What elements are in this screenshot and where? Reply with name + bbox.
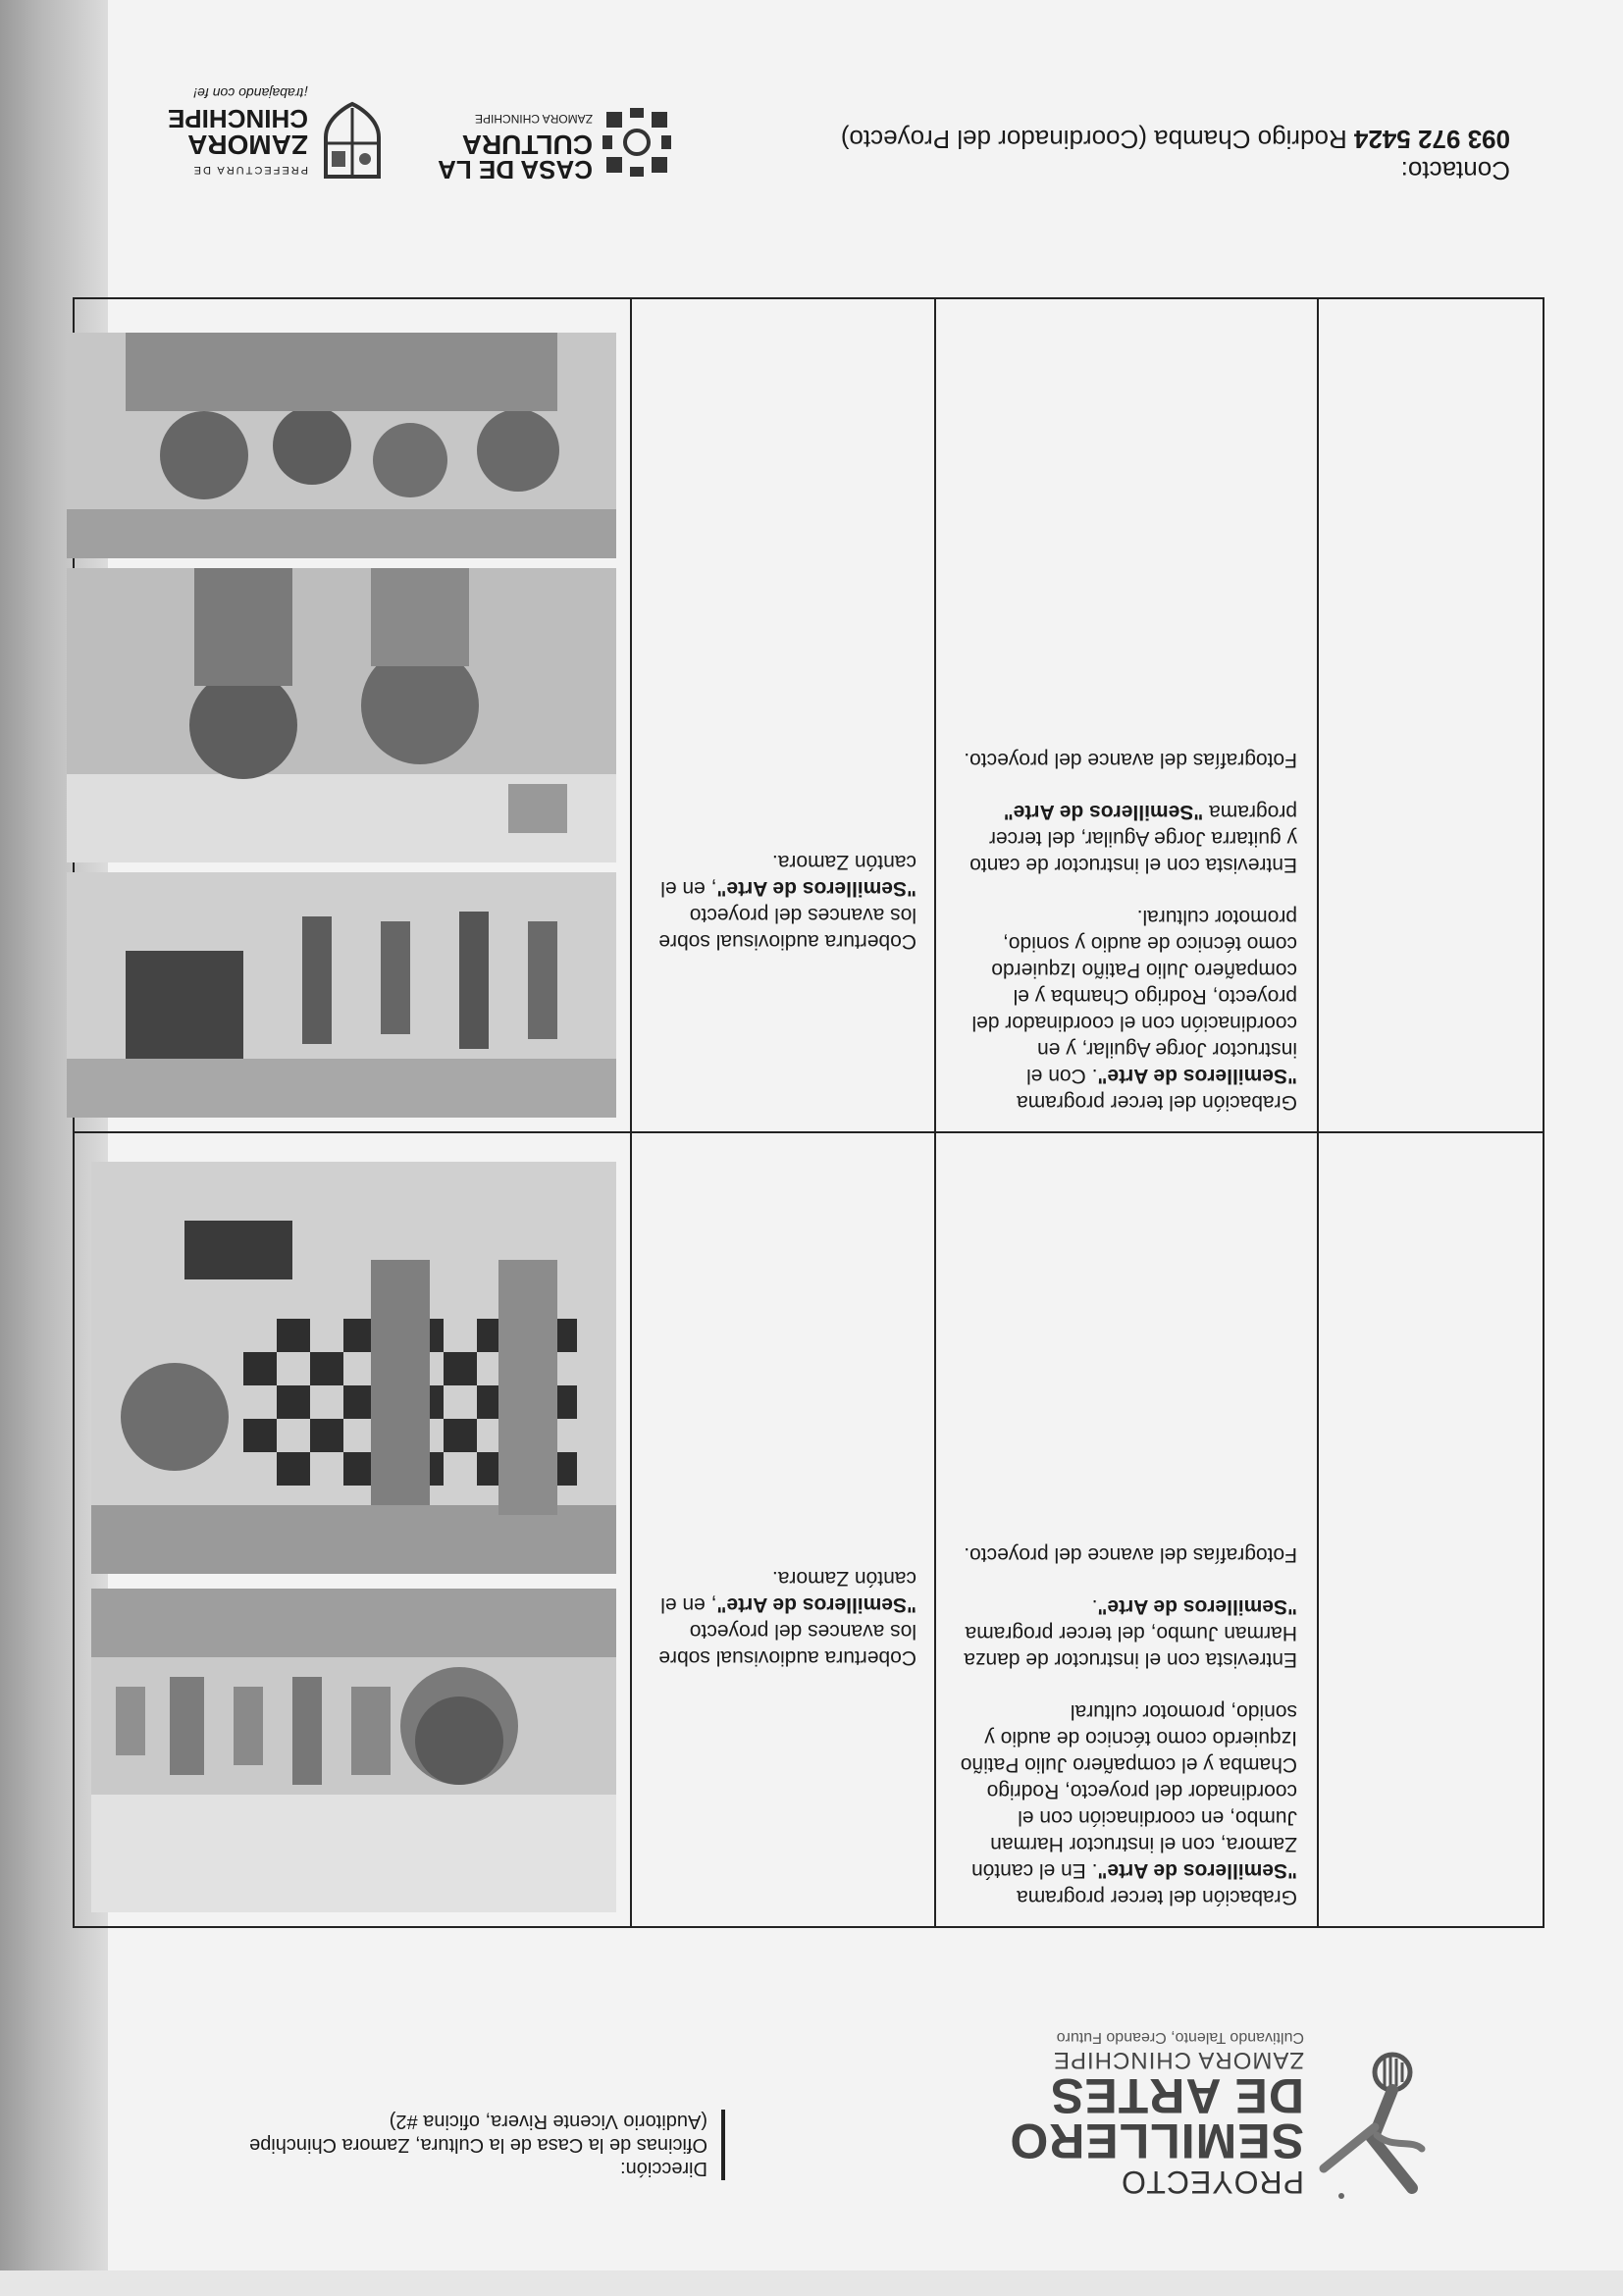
photo-cell: [74, 298, 631, 1132]
verification-cell: [631, 298, 935, 1132]
desc-text: Grabación del tercer programa: [1017, 1091, 1297, 1114]
photo-collage: [67, 333, 616, 1118]
desc-text: . En el cantón Zamora, con el instructor Harman Jumbo, en coordinación con el coordinador del proyecto, Rodrigo Chamba y el compañero Julio Patiño Izquierdo como técnico de audio y sonido, promotor cultural: [960, 1700, 1297, 1882]
photo-cell: [74, 1132, 631, 1927]
photo-group: [67, 333, 616, 558]
desc-text: Entrevista con el instructor de canto y guitarra Jorge Aguilar, del tercer programa: [969, 801, 1297, 876]
dancer-figure-icon: [1314, 2051, 1432, 2208]
desc-text: .: [1091, 1595, 1098, 1618]
desc-text: . Con el instructor Jorge Aguilar, y en coordinación con el coordinador del proyecto, Rodrigo Chamba y el compañero Julio Patiño Izquierdo como técnico de audio y sonido, promotor cultural.: [971, 906, 1297, 1087]
date-cell: [1318, 298, 1544, 1132]
prefectura-line-1: PREFECTURA DE: [191, 164, 308, 176]
logo-de-artes: DE ARTES: [1050, 2068, 1304, 2123]
prefectura-slogan: ¡trabajando con fe!: [193, 85, 308, 101]
program-name: "Semilleros de Arte": [716, 877, 916, 900]
program-name: "Semilleros de Arte": [1097, 1065, 1297, 1087]
program-name: "Semilleros de Arte": [1097, 1859, 1297, 1882]
table-row: [74, 298, 1544, 1132]
desc-photos-note: Fotografías del avance del proyecto.: [964, 749, 1297, 771]
partner-logos: [102, 49, 671, 196]
logo-semillero: SEMILLERO: [1009, 2113, 1304, 2168]
photo-collage: [91, 1147, 616, 1912]
photo-interview: [67, 568, 616, 862]
program-name: "Semilleros de Arte": [1003, 801, 1204, 823]
desc-text: Grabación del tercer programa: [1017, 1886, 1297, 1908]
contact-phone: 093 972 5424: [1353, 125, 1510, 154]
desc-text: Entrevista con el instructor de danza Harman Jumbo, del tercer programa: [964, 1622, 1297, 1671]
verification-text: Cobertura audiovisual sobre los avances del proyecto: [658, 1620, 916, 1669]
date-cell: [1318, 1132, 1544, 1927]
semillero-logo: [921, 2029, 1432, 2208]
verification-cell: [631, 1132, 935, 1927]
logo-zamora: ZAMORA CHINCHIPE: [1052, 2047, 1304, 2073]
photo-checkered-set: [91, 1162, 616, 1574]
address-line-1: Oficinas de la Casa de la Cultura, Zamora Chinchipe: [249, 2134, 707, 2156]
verification-text: Cobertura audiovisual sobre los avances del proyecto: [658, 904, 916, 953]
contact-block: [841, 124, 1510, 186]
address-line-2: (Auditorio Vicente Rivera, oficina #2): [389, 2111, 707, 2132]
contact-name: Rodrigo Chamba (Coordinador del Proyecto): [840, 125, 1354, 154]
casa-line-3: ZAMORA CHINCHIPE: [474, 112, 593, 126]
casa-cultura-icon: [602, 108, 671, 177]
program-name: "Semilleros de Arte": [1097, 1595, 1297, 1618]
prefectura-shield-icon: [318, 98, 387, 186]
logo-proyecto: PROYECTO: [1121, 2165, 1304, 2200]
prefectura-line-2: ZAMORA: [187, 130, 308, 160]
photo-dancers: [91, 1589, 616, 1912]
casa-line-1: CASA DE LA: [438, 155, 593, 184]
prefectura-line-3: CHINCHIPE: [167, 104, 308, 133]
verification-text: , en el cantón Zamora.: [660, 851, 916, 900]
footer: [0, 49, 1623, 186]
activities-table: [73, 297, 1544, 1928]
address-block: [119, 2110, 725, 2180]
table-row: [74, 1132, 1544, 1927]
photo-band-stage: [67, 872, 616, 1118]
description-cell: [935, 1132, 1318, 1927]
address-label: Dirección:: [620, 2158, 707, 2179]
casa-line-2: CULTURA: [461, 130, 593, 160]
contact-label: Contacto:: [1400, 156, 1510, 185]
logo-tagline: Cultivando Talento, Creando Futuro: [1056, 2029, 1304, 2046]
verification-text: , en el cantón Zamora.: [660, 1567, 916, 1616]
desc-photos-note: Fotografías del avance del proyecto.: [964, 1543, 1297, 1566]
program-name: "Semilleros de Arte": [716, 1593, 916, 1616]
description-cell: [935, 298, 1318, 1132]
